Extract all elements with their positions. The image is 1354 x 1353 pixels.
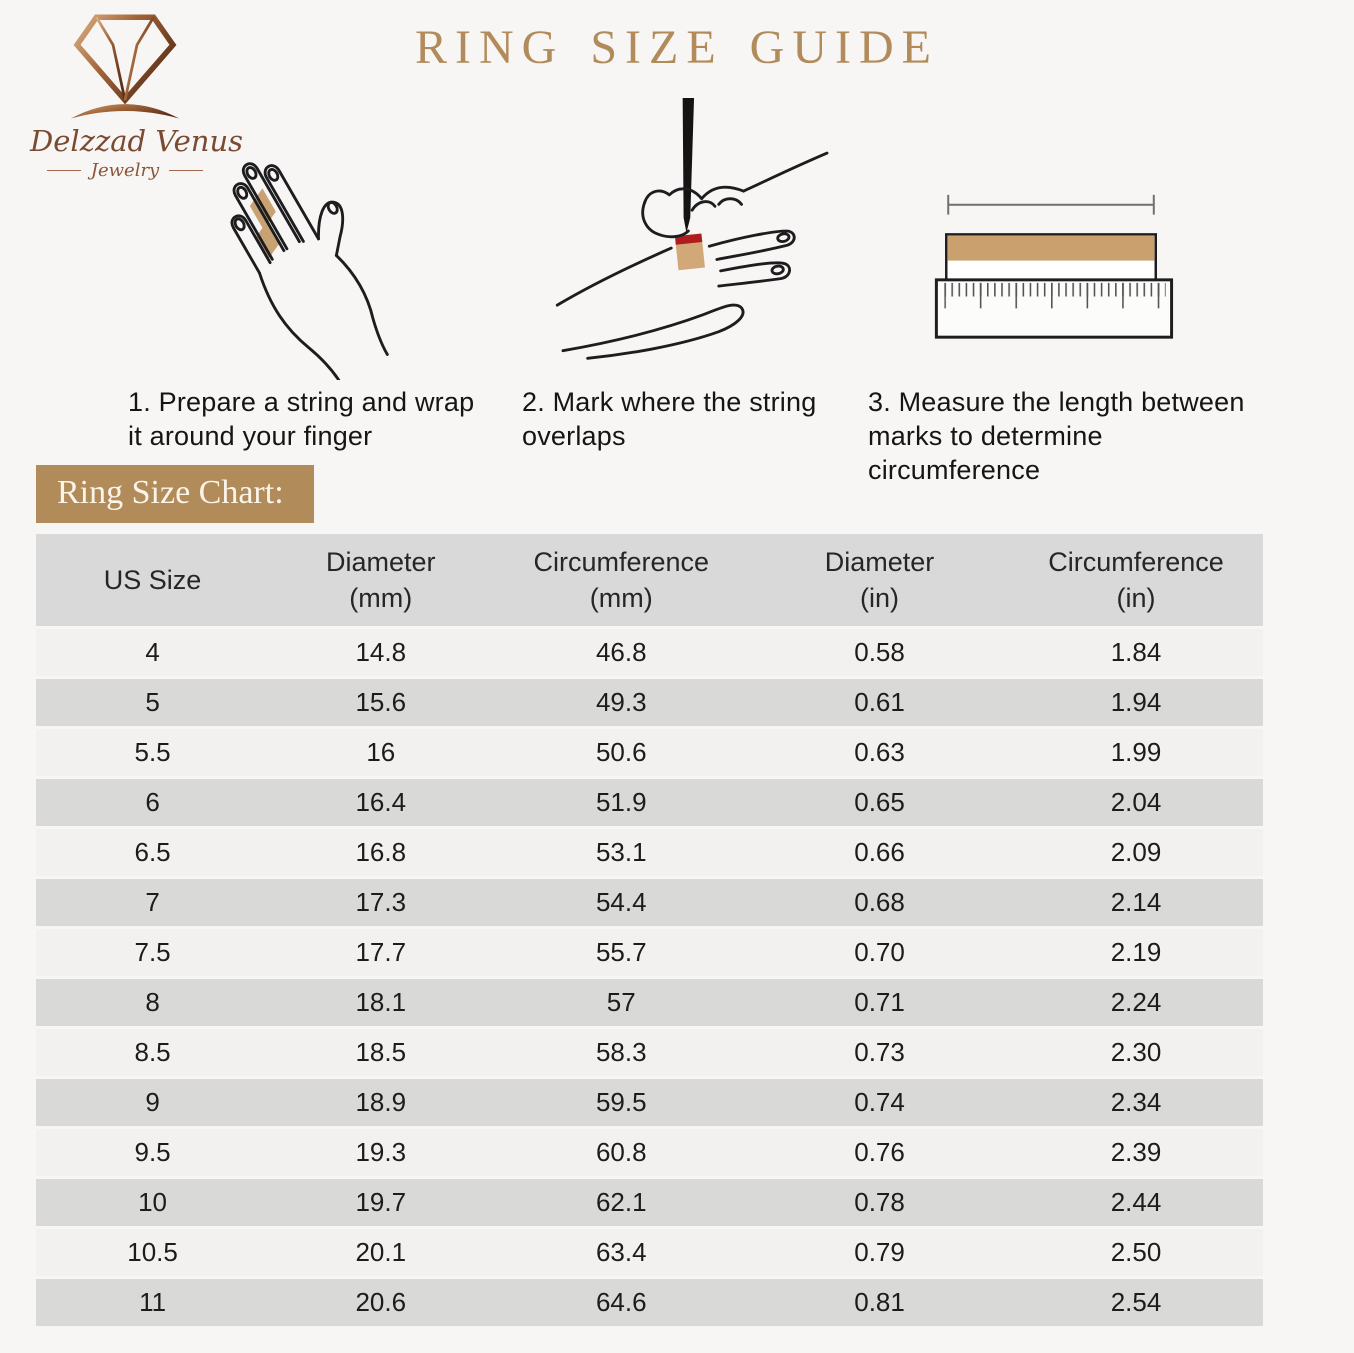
size-chart-cell: 0.76 — [750, 1129, 1009, 1176]
size-chart-cell: 17.3 — [269, 879, 492, 926]
size-chart-cell: 18.5 — [269, 1029, 492, 1076]
column-header-circumference-mm — [492, 534, 750, 626]
size-chart-cell: 8 — [36, 979, 269, 1026]
size-chart-cell: 0.58 — [750, 629, 1009, 676]
size-chart-header-row — [36, 534, 1263, 626]
size-chart-cell: 51.9 — [492, 779, 750, 826]
size-chart-cell: 64.6 — [492, 1279, 750, 1326]
size-chart-row-9.5 — [36, 1129, 1263, 1176]
size-chart-cell: 4 — [36, 629, 269, 676]
string-band — [676, 239, 705, 270]
size-chart-cell: 0.73 — [750, 1029, 1009, 1076]
size-chart-cell: 10 — [36, 1179, 269, 1226]
size-chart-row-8 — [36, 979, 1263, 1026]
size-chart-row-11 — [36, 1279, 1263, 1326]
size-chart-cell: 2.39 — [1009, 1129, 1263, 1176]
size-chart-cell: 55.7 — [492, 929, 750, 976]
size-chart-cell: 1.94 — [1009, 679, 1263, 726]
size-chart-cell: 0.63 — [750, 729, 1009, 776]
ruler-icon — [936, 280, 1171, 337]
size-chart-cell: 6.5 — [36, 829, 269, 876]
column-header-us-size — [36, 534, 269, 626]
size-chart-cell: 59.5 — [492, 1079, 750, 1126]
size-chart-cell: 0.79 — [750, 1229, 1009, 1276]
size-chart-cell: 16.4 — [269, 779, 492, 826]
size-chart-cell: 1.84 — [1009, 629, 1263, 676]
string-wrap-lower — [250, 221, 284, 260]
size-chart-cell: 0.78 — [750, 1179, 1009, 1226]
size-chart-cell: 2.14 — [1009, 879, 1263, 926]
size-chart-cell: 0.65 — [750, 779, 1009, 826]
size-chart-row-4 — [36, 629, 1263, 676]
header-line: US Size — [103, 565, 202, 595]
size-chart-row-6.5 — [36, 829, 1263, 876]
size-chart-cell: 2.04 — [1009, 779, 1263, 826]
size-chart-cell: 0.68 — [750, 879, 1009, 926]
size-chart-row-8.5 — [36, 1029, 1263, 1076]
size-chart-cell: 15.6 — [269, 679, 492, 726]
size-chart-cell: 14.8 — [269, 629, 492, 676]
size-chart-row-10.5 — [36, 1229, 1263, 1276]
header-line: (mm) — [349, 583, 413, 613]
size-chart-cell: 0.61 — [750, 679, 1009, 726]
chart-label-badge: Ring Size Chart: — [36, 465, 314, 523]
hand-outline — [206, 135, 416, 380]
size-chart-cell: 2.50 — [1009, 1229, 1263, 1276]
size-chart-cell: 0.74 — [750, 1079, 1009, 1126]
column-header-circumference-in — [1009, 534, 1263, 626]
size-chart-row-9 — [36, 1079, 1263, 1126]
size-chart-row-10 — [36, 1179, 1263, 1226]
size-chart-cell: 60.8 — [492, 1129, 750, 1176]
header-line: Circumference — [533, 547, 710, 577]
ring-size-table — [36, 531, 1263, 1329]
size-chart-cell: 0.71 — [750, 979, 1009, 1026]
size-chart-cell: 53.1 — [492, 829, 750, 876]
size-chart-cell: 5 — [36, 679, 269, 726]
string-wrap-upper — [245, 188, 280, 229]
size-chart-cell: 2.44 — [1009, 1179, 1263, 1226]
step-1-caption: 1. Prepare a string and wrap it around your finger — [128, 387, 475, 451]
size-chart-cell: 0.66 — [750, 829, 1009, 876]
size-chart-cell: 18.1 — [269, 979, 492, 1026]
page-title: RING SIZE GUIDE — [415, 21, 939, 74]
tagline-rule-right — [169, 170, 203, 171]
step-2-caption: 2. Mark where the string overlaps — [522, 387, 817, 451]
size-chart-cell: 2.19 — [1009, 929, 1263, 976]
header-line: (in) — [1116, 583, 1156, 613]
size-chart-cell: 57 — [492, 979, 750, 1026]
size-chart-cell: 0.81 — [750, 1279, 1009, 1326]
column-header-diameter-in — [750, 534, 1009, 626]
size-chart-cell: 2.34 — [1009, 1079, 1263, 1126]
size-chart-cell: 62.1 — [492, 1179, 750, 1226]
size-chart-cell: 0.70 — [750, 929, 1009, 976]
pen-icon — [683, 98, 694, 233]
size-chart-cell: 17.7 — [269, 929, 492, 976]
size-chart-cell: 2.30 — [1009, 1029, 1263, 1076]
size-chart-cell: 54.4 — [492, 879, 750, 926]
size-chart-row-5.5 — [36, 729, 1263, 776]
mark-string-illustration — [530, 98, 860, 383]
size-chart-cell: 63.4 — [492, 1229, 750, 1276]
measure-line — [948, 195, 1154, 215]
tagline-rule-left — [47, 170, 81, 171]
size-chart-cell: 10.5 — [36, 1229, 269, 1276]
size-chart-cell: 2.24 — [1009, 979, 1263, 1026]
size-chart-cell: 18.9 — [269, 1079, 492, 1126]
brand-tagline: Jewelry — [90, 160, 160, 182]
hands-outline — [557, 153, 827, 358]
size-chart-cell: 49.3 — [492, 679, 750, 726]
size-chart-row-7.5 — [36, 929, 1263, 976]
size-chart-cell: 1.99 — [1009, 729, 1263, 776]
header-line: (in) — [860, 583, 900, 613]
size-chart-cell: 46.8 — [492, 629, 750, 676]
size-chart-cell: 8.5 — [36, 1029, 269, 1076]
ruler-measure-illustration — [918, 183, 1186, 351]
size-chart-cell: 7 — [36, 879, 269, 926]
size-chart-cell: 5.5 — [36, 729, 269, 776]
size-chart-cell: 20.6 — [269, 1279, 492, 1326]
size-chart-cell: 9 — [36, 1079, 269, 1126]
brand-name: Delzzad Venus — [30, 124, 243, 158]
size-chart-body — [36, 629, 1263, 1326]
red-mark — [675, 234, 702, 245]
header-line: Circumference — [1048, 547, 1224, 577]
brand-tagline-row — [30, 160, 220, 181]
size-chart-row-6 — [36, 779, 1263, 826]
header-line: Diameter — [824, 547, 935, 577]
string-strip — [946, 234, 1156, 279]
step-3-caption: 3. Measure the length between marks to determine circumference — [868, 387, 1245, 485]
size-chart-cell: 50.6 — [492, 729, 750, 776]
size-chart-cell: 7.5 — [36, 929, 269, 976]
header-line: (mm) — [589, 583, 653, 613]
column-header-diameter-mm — [269, 534, 492, 626]
size-chart-row-7 — [36, 879, 1263, 926]
size-chart-row-5 — [36, 679, 1263, 726]
size-chart-cell: 20.1 — [269, 1229, 492, 1276]
size-chart-cell: 6 — [36, 779, 269, 826]
size-chart-cell: 2.54 — [1009, 1279, 1263, 1326]
size-chart-cell: 19.3 — [269, 1129, 492, 1176]
size-chart-cell: 58.3 — [492, 1029, 750, 1076]
header-line: Diameter — [326, 547, 436, 577]
size-chart-cell: 16 — [269, 729, 492, 776]
size-chart-cell: 16.8 — [269, 829, 492, 876]
size-chart-cell: 9.5 — [36, 1129, 269, 1176]
size-chart-cell: 2.09 — [1009, 829, 1263, 876]
size-chart-cell: 11 — [36, 1279, 269, 1326]
size-chart-cell: 19.7 — [269, 1179, 492, 1226]
